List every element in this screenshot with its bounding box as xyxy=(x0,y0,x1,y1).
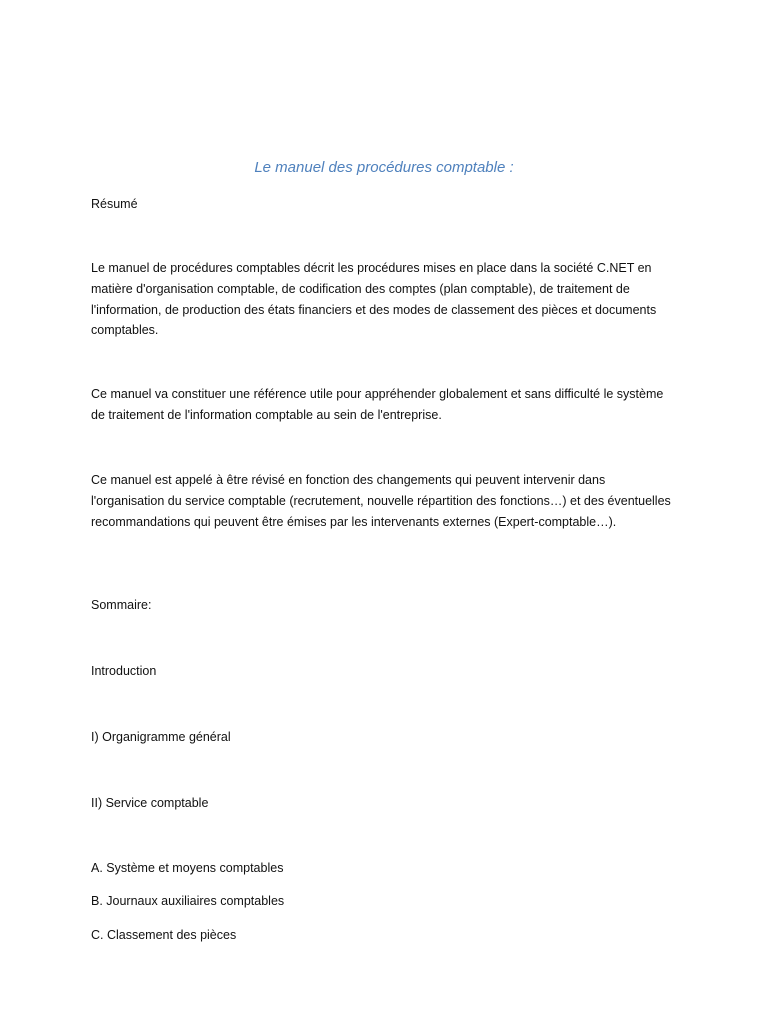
toc-item-introduction: Introduction xyxy=(91,664,157,678)
paragraph-text: Le manuel de procédures comptables décrit les procédures mises en place dans la société C.NET en matière d'organisation comptable, de codification des comptes (plan comptable), de traitement de l'information, de production des états financiers et des modes de classement des pièces et documents comptables. xyxy=(91,261,657,338)
toc-item-organigramme: I) Organigramme général xyxy=(91,730,231,744)
paragraph-2 xyxy=(91,384,671,426)
resume-heading: Résumé xyxy=(91,197,138,211)
document-title: Le manuel des procédures comptable : xyxy=(254,159,514,176)
paragraph-1 xyxy=(91,258,671,341)
toc-item-classement: C. Classement des pièces xyxy=(91,928,237,942)
toc-item-service-comptable: II) Service comptable xyxy=(91,796,209,810)
sommaire-heading: Sommaire: xyxy=(91,598,152,612)
paragraph-text: Ce manuel va constituer une référence utile pour appréhender globalement et sans difficulté le système de traitement de l'information comptable au sein de l'entreprise. xyxy=(91,387,664,422)
toc-item-journaux: B. Journaux auxiliaires comptables xyxy=(91,894,285,908)
paragraph-text: Ce manuel est appelé à être révisé en fonction des changements qui peuvent intervenir dans l'organisation du service comptable (recrutement, nouvelle répartition des fonctions…) et des éventuelles recommandations qui peuvent être émises par les intervenants externes (Expert-comptable…). xyxy=(91,473,671,529)
paragraph-3 xyxy=(91,470,671,532)
toc-item-systeme-moyens: A. Système et moyens comptables xyxy=(91,861,284,875)
